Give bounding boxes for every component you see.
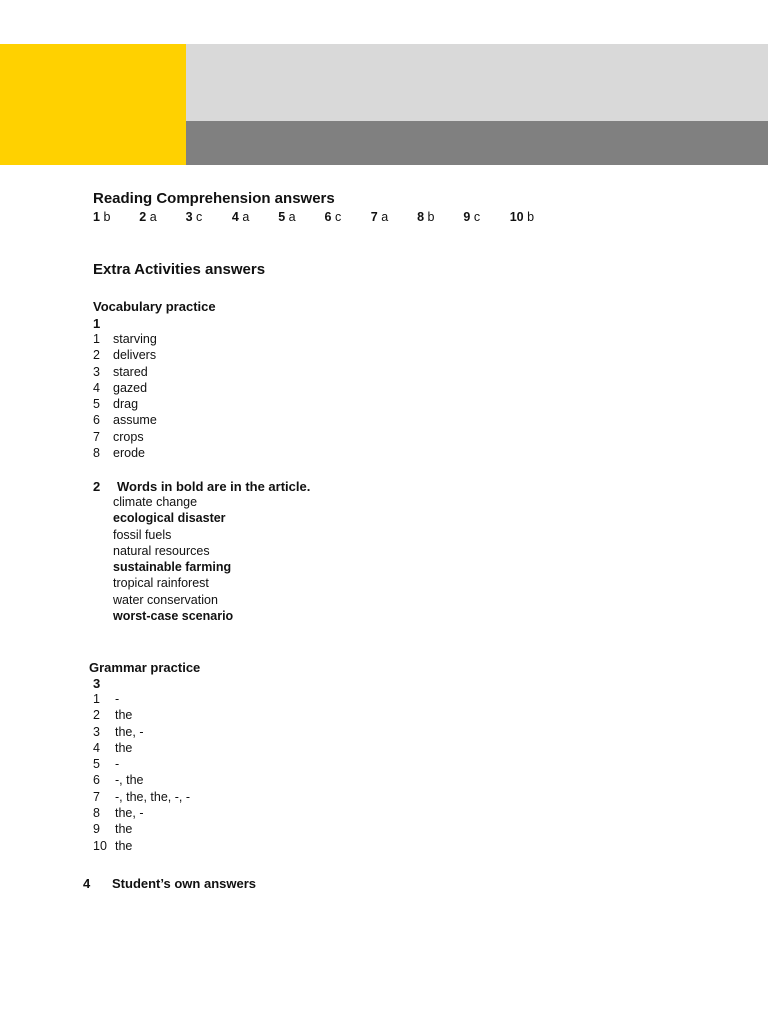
vocab-answer-number: 2 xyxy=(93,348,100,363)
reading-answer xyxy=(186,210,203,224)
reading-heading: Reading Comprehension answers xyxy=(93,190,335,207)
vocab-answer-number: 5 xyxy=(93,397,100,412)
grammar-answer-text: -, the xyxy=(115,773,144,788)
reading-answer-letter: a xyxy=(242,210,250,224)
grammar-answer-number: 2 xyxy=(93,708,100,723)
reading-answer xyxy=(417,210,434,224)
grammar-answer-number: 4 xyxy=(93,740,100,755)
vocab-answer-number: 7 xyxy=(93,429,100,444)
reading-answer-number: 2 xyxy=(139,210,147,224)
exercise-4-text: Student’s own answers xyxy=(112,876,256,891)
grammar-answer-number: 1 xyxy=(93,692,100,706)
reading-answer xyxy=(510,210,534,224)
exercise-2-instruction: Words in bold are in the article. xyxy=(117,479,311,494)
vocab-heading: Vocabulary practice xyxy=(93,299,216,314)
grammar-answer-text: the xyxy=(115,708,133,723)
reading-answer-letter: b xyxy=(527,210,535,224)
collocation-item: fossil fuels xyxy=(113,527,172,542)
vocab-answer-text: starving xyxy=(113,332,157,346)
reading-answer-letter: b xyxy=(103,210,111,224)
vocab-answer-text: erode xyxy=(113,446,145,461)
grammar-answer-number: 5 xyxy=(93,757,100,772)
header-banner xyxy=(0,44,768,165)
reading-answer-number: 3 xyxy=(185,210,193,224)
reading-answer-letter: a xyxy=(149,210,157,224)
exercise-1-number: 1 xyxy=(93,316,101,331)
grammar-answer-number: 6 xyxy=(93,773,100,788)
grammar-answer-text: the xyxy=(115,838,133,853)
collocation-item: sustainable farming xyxy=(113,560,232,574)
collocation-item: natural resources xyxy=(113,543,210,558)
reading-answer xyxy=(463,210,480,224)
vocab-answer-text: delivers xyxy=(113,348,157,363)
vocab-answer-text: assume xyxy=(113,413,157,428)
reading-answer-number: 5 xyxy=(278,210,286,224)
grammar-heading: Grammar practice xyxy=(89,660,201,675)
vocab-exercise-2-list xyxy=(113,494,233,624)
banner-light-gray-block xyxy=(186,44,768,121)
reading-answer-letter: c xyxy=(473,210,481,224)
exercise-3-number: 3 xyxy=(93,676,101,691)
vocab-answer-number: 3 xyxy=(93,364,100,379)
grammar-answer-number: 7 xyxy=(93,789,100,804)
vocab-answer-text: crops xyxy=(113,429,144,444)
exercise-4-number: 4 xyxy=(83,876,91,891)
reading-answer xyxy=(325,210,342,224)
grammar-answer-number: 3 xyxy=(93,724,100,739)
reading-answer-number: 8 xyxy=(417,210,425,224)
banner-dark-gray-block xyxy=(186,121,768,165)
reading-answer xyxy=(232,210,249,224)
reading-answer-letter: c xyxy=(196,210,203,224)
vocab-answer-text: drag xyxy=(113,397,139,412)
vocab-answer-text: gazed xyxy=(113,380,148,395)
collocation-item: water conservation xyxy=(113,592,218,607)
grammar-answer-text: the xyxy=(115,740,133,755)
reading-answer xyxy=(139,210,156,224)
reading-answer-number: 4 xyxy=(231,210,239,224)
grammar-answer-text: -, the, the, -, - xyxy=(115,789,191,804)
grammar-answer-text: the, - xyxy=(115,806,144,821)
reading-answer-letter: b xyxy=(427,210,435,224)
vocab-answer-number: 6 xyxy=(93,413,100,428)
grammar-answer-number: 10 xyxy=(93,838,107,853)
collocation-item: tropical rainforest xyxy=(113,576,209,591)
vocab-answer-number: 8 xyxy=(93,446,100,461)
collocation-item: ecological disaster xyxy=(113,511,226,526)
reading-answer-number: 1 xyxy=(93,210,100,224)
reading-answer xyxy=(371,210,388,224)
grammar-answer-number: 8 xyxy=(93,806,100,821)
reading-answer-letter: c xyxy=(334,210,342,224)
reading-answer xyxy=(278,210,295,224)
collocation-item: worst-case scenario xyxy=(113,608,234,623)
exercise-2-number: 2 xyxy=(93,479,101,494)
grammar-answer-number: 9 xyxy=(93,822,100,837)
grammar-answer-text: the, - xyxy=(115,724,144,739)
reading-answer xyxy=(93,210,110,224)
vocab-answer-number: 4 xyxy=(93,380,100,395)
reading-answer-number: 6 xyxy=(324,210,332,224)
vocab-answer-number: 1 xyxy=(93,332,100,346)
grammar-answer-text: - xyxy=(115,757,120,772)
reading-answer-letter: a xyxy=(381,210,389,224)
reading-answer-number: 9 xyxy=(463,210,471,224)
reading-answer-number: 7 xyxy=(370,210,378,224)
banner-yellow-block xyxy=(0,44,186,165)
reading-answer-number: 10 xyxy=(509,210,524,224)
grammar-answer-text: - xyxy=(115,692,120,706)
reading-answer-letter: a xyxy=(288,210,296,224)
collocation-item: climate change xyxy=(113,495,198,509)
extra-heading: Extra Activities answers xyxy=(93,261,266,278)
vocab-answer-text: stared xyxy=(113,364,148,379)
grammar-answer-text: the xyxy=(115,822,133,837)
